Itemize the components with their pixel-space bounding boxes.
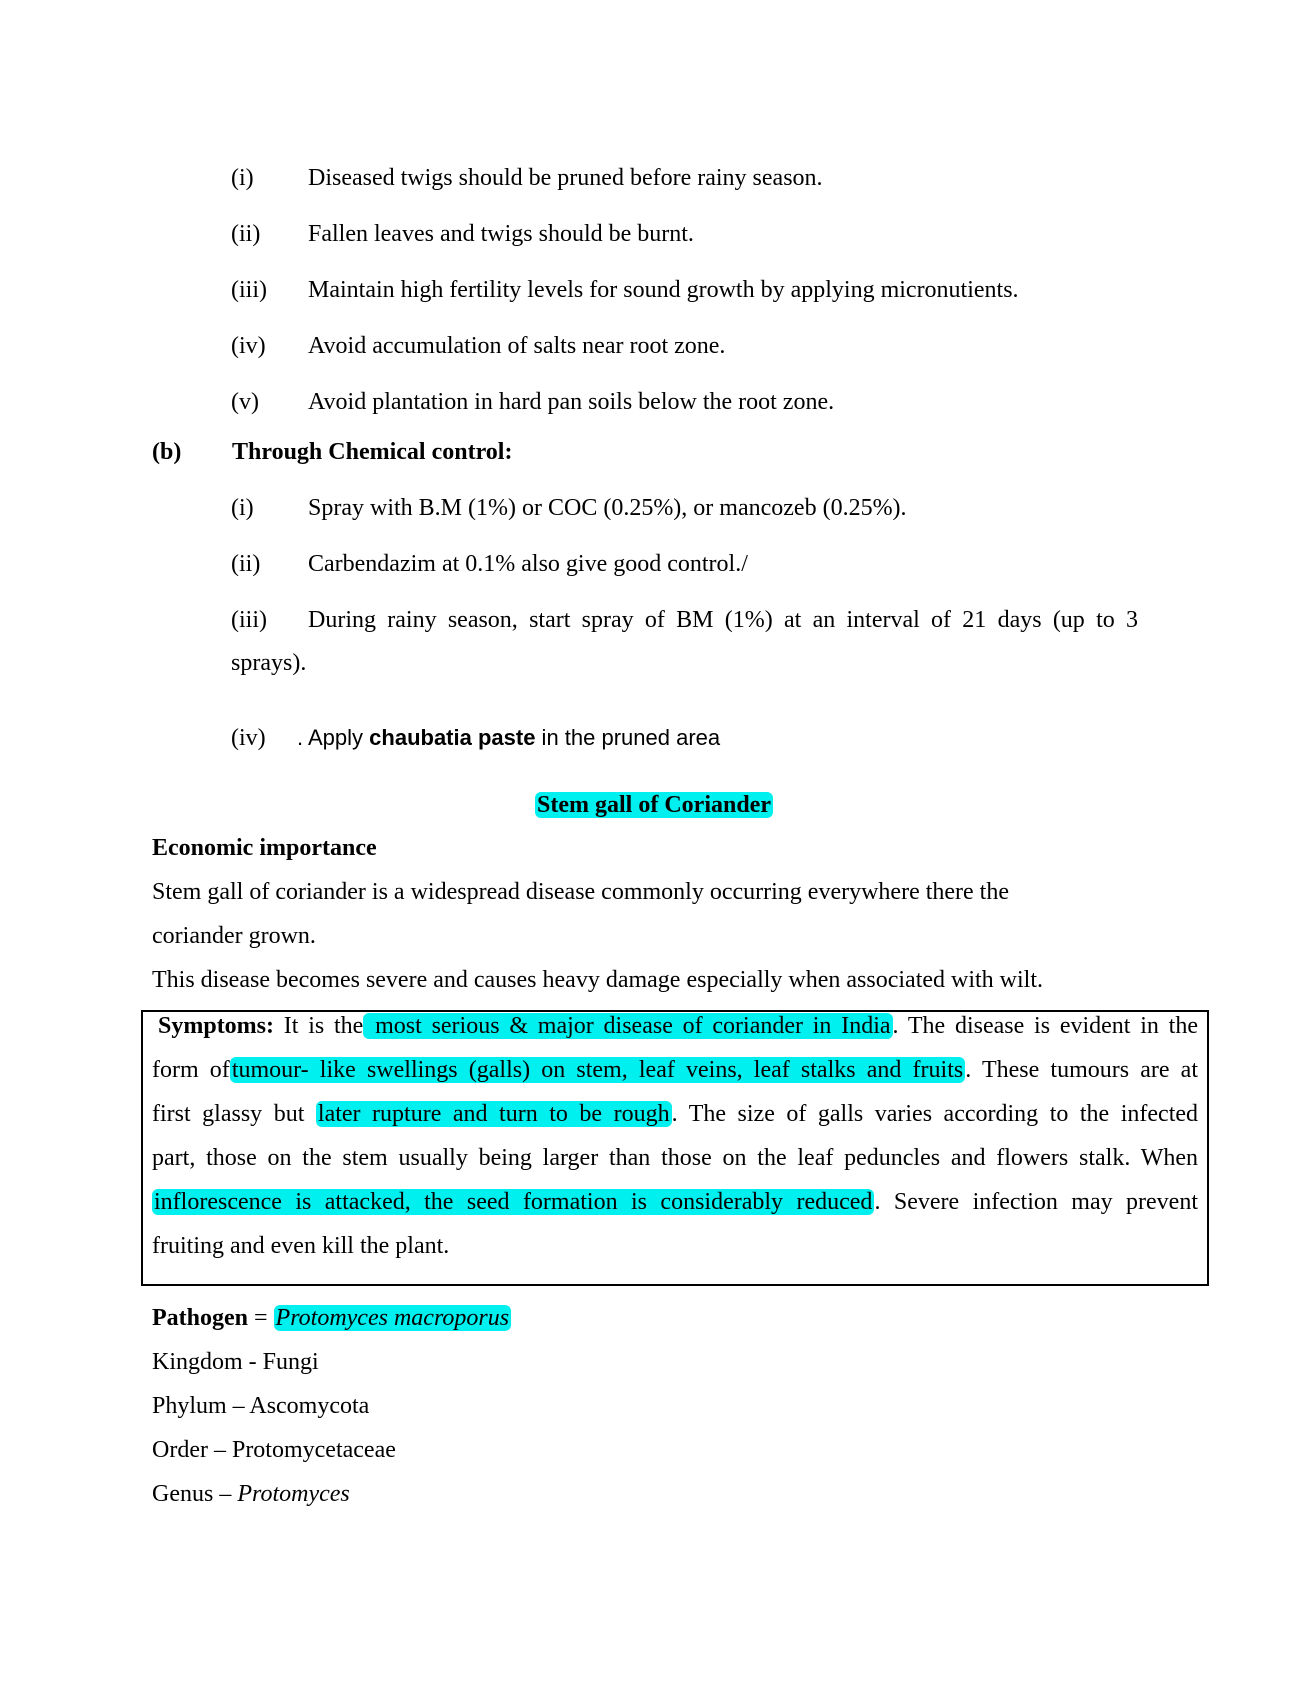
item-text: Avoid accumulation of salts near root zone. <box>308 333 726 359</box>
section-title: Stem gall of Coriander <box>537 792 771 818</box>
text: . The disease is evident in the <box>892 1013 1199 1039</box>
item-text: Maintain high fertility levels for sound growth by applying micronutients. <box>308 277 1019 303</box>
item-number: (ii) <box>231 221 261 247</box>
text: . These tumours are at <box>965 1057 1198 1083</box>
symptoms-line: fruiting and even kill the plant. <box>152 1233 450 1259</box>
economic-text: This disease becomes severe and causes heavy damage especially when associated with wilt. <box>152 967 1044 993</box>
pathogen-name: Protomyces macroporus <box>275 1305 510 1331</box>
item-number: (i) <box>231 495 254 521</box>
item-text: During rainy season, start spray of BM (1%) at an interval of 21 days (up to 3 <box>308 607 1138 633</box>
pathogen-line <box>152 1303 511 1333</box>
item-number: (iii) <box>231 607 267 633</box>
section-title-row <box>0 790 1308 820</box>
genus-label: Genus – <box>152 1481 238 1507</box>
economic-text: Stem gall of coriander is a widespread disease commonly occurring everywhere there the <box>152 879 1010 905</box>
item-text-suffix: in the pruned area <box>535 725 721 750</box>
taxonomy-genus <box>152 1479 350 1509</box>
genus-name: Protomyces <box>237 1481 350 1507</box>
pathogen-label: Pathogen <box>152 1305 248 1331</box>
item-number: (ii) <box>231 551 261 577</box>
text: first glassy but <box>152 1101 316 1127</box>
item-text-bold: chaubatia paste <box>369 725 536 750</box>
text: . Severe infection may prevent <box>874 1189 1199 1215</box>
text: . The size of galls varies according to the infected <box>671 1101 1199 1127</box>
highlighted-text: most serious & major disease of coriander in India <box>365 1013 891 1039</box>
item-number: (iv) <box>231 725 266 751</box>
item-continuation: sprays). <box>231 650 307 676</box>
symptoms-line <box>152 1099 1198 1129</box>
section-heading: Through Chemical control: <box>232 439 513 465</box>
symptoms-line: part, those on the stem usually being larger than those on the leaf peduncles and flowers stalk. When <box>152 1145 1198 1171</box>
item-number: (iii) <box>231 277 267 303</box>
symptoms-line <box>152 1011 1198 1041</box>
item-number: (v) <box>231 389 259 415</box>
symptoms-line <box>152 1055 1198 1085</box>
highlighted-text: inflorescence is attacked, the seed formation is considerably reduced <box>154 1189 873 1215</box>
highlighted-text: later rupture and turn to be rough <box>317 1101 670 1127</box>
item-text: Diseased twigs should be pruned before rainy season. <box>308 165 823 191</box>
taxonomy-phylum: Phylum – Ascomycota <box>152 1393 370 1419</box>
item-text: Carbendazim at 0.1% also give good control./ <box>308 551 748 577</box>
symptoms-label: Symptoms: <box>158 1013 275 1039</box>
taxonomy-kingdom: Kingdom - Fungi <box>152 1349 319 1375</box>
equals: = <box>248 1305 274 1331</box>
section-label: (b) <box>152 439 182 465</box>
text: It is the <box>274 1013 364 1039</box>
item-text: Spray with B.M (1%) or COC (0.25%), or mancozeb (0.25%). <box>308 495 907 521</box>
text: form of <box>152 1057 230 1083</box>
item-number: (i) <box>231 165 254 191</box>
item-number: (iv) <box>231 333 266 359</box>
highlighted-text: tumour- like swellings (galls) on stem, leaf veins, leaf stalks and fruits <box>231 1057 964 1083</box>
symptoms-line <box>152 1187 1198 1217</box>
item-text-prefix: . Apply <box>297 725 370 750</box>
economic-heading: Economic importance <box>152 835 377 861</box>
item-text: Avoid plantation in hard pan soils below the root zone. <box>308 389 835 415</box>
taxonomy-order: Order – Protomycetaceae <box>152 1437 396 1463</box>
item-text: Fallen leaves and twigs should be burnt. <box>308 221 694 247</box>
economic-text: coriander grown. <box>152 923 316 949</box>
item-text <box>297 723 720 753</box>
